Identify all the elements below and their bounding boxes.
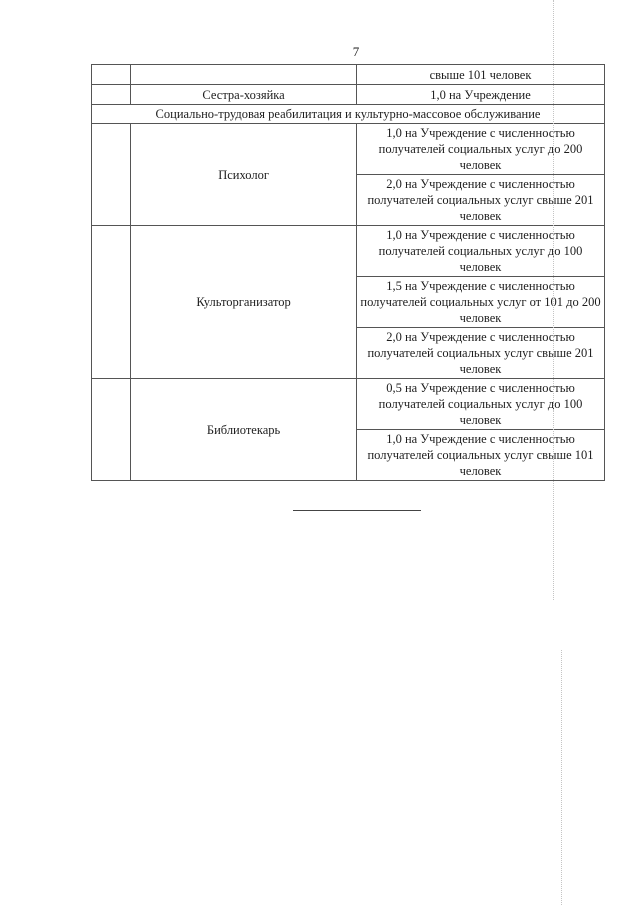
table-row-continuation	[92, 65, 605, 85]
norm-cell: 1,5 на Учреждение с численностью получателей социальных услуг от 101 до 200 человек	[357, 277, 605, 328]
page-number: 7	[352, 44, 360, 59]
position-cell: Культорганизатор	[131, 226, 357, 379]
row-number-cell	[92, 226, 131, 379]
norm-cell: 2,0 на Учреждение с численностью получателей социальных услуг свыше 201 человек	[357, 328, 605, 379]
position-cell: Сестра-хозяйка	[131, 85, 357, 105]
norm-cell: 1,0 на Учреждение с численностью получателей социальных услуг свыше 101 человек	[357, 430, 605, 481]
table-row-sister-housekeeper	[92, 85, 605, 105]
norm-cell: свыше 101 человек	[357, 65, 605, 85]
scan-artifact-line	[561, 650, 562, 905]
table-row-cultural-organizer	[92, 226, 605, 277]
row-number-cell	[92, 124, 131, 226]
table-section-row	[92, 105, 605, 124]
row-number-cell	[92, 85, 131, 105]
position-cell: Психолог	[131, 124, 357, 226]
norm-cell: 1,0 на Учреждение с численностью получателей социальных услуг до 100 человек	[357, 226, 605, 277]
table-row-librarian	[92, 379, 605, 430]
norm-cell: 2,0 на Учреждение с численностью получателей социальных услуг свыше 201 человек	[357, 175, 605, 226]
norm-cell: 1,0 на Учреждение	[357, 85, 605, 105]
row-number-cell	[92, 379, 131, 481]
staffing-norms-table	[91, 64, 605, 481]
section-title: Социально-трудовая реабилитация и культурно-массовое обслуживание	[92, 105, 605, 124]
table-row-psychologist	[92, 124, 605, 175]
scan-artifact-line	[553, 0, 554, 600]
norm-cell: 1,0 на Учреждение с численностью получателей социальных услуг до 200 человек	[357, 124, 605, 175]
end-of-table-rule	[293, 510, 421, 511]
position-cell	[131, 65, 357, 85]
row-number-cell	[92, 65, 131, 85]
norm-cell: 0,5 на Учреждение с численностью получателей социальных услуг до 100 человек	[357, 379, 605, 430]
position-cell: Библиотекарь	[131, 379, 357, 481]
